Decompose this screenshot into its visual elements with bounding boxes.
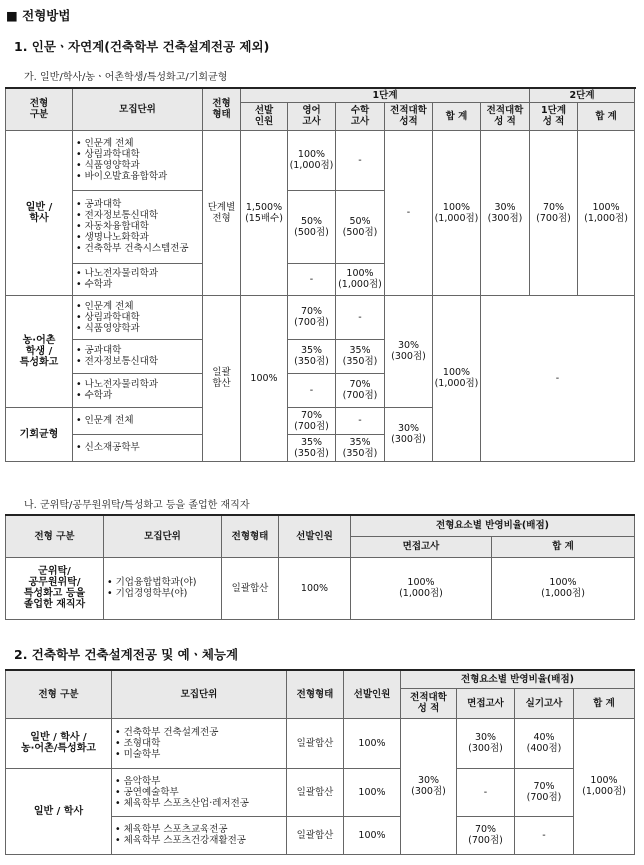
th-ratio: 전형요소별 반영비율(배점) xyxy=(351,515,635,536)
unit-list xyxy=(73,339,203,373)
sel-cell: 100% xyxy=(279,557,351,619)
eng-cell: 70% (700점) xyxy=(288,407,336,434)
interview-cell: 70% (700점) xyxy=(457,816,515,854)
th-tot: 합 계 xyxy=(433,102,481,130)
unit-list xyxy=(73,434,203,461)
math-cell: 35% (350점) xyxy=(336,434,385,461)
unit-item: • 체육학부 스포츠산업·레저전공 xyxy=(115,798,285,809)
gpa-cell: 30% (300점) xyxy=(385,295,433,407)
th-math: 수학 고사 xyxy=(336,102,385,130)
sel-cell: 100% xyxy=(344,768,401,816)
th-type: 전형 구분 xyxy=(6,515,104,557)
th-sel: 선발 인원 xyxy=(241,102,288,130)
type-general: 일반 / 학사 xyxy=(6,130,73,295)
th-ratio: 전형요소별 반영비율(배점) xyxy=(401,670,635,688)
th-stage1: 1단계 xyxy=(241,88,530,102)
practical-cell: 70% (700점) xyxy=(515,768,574,816)
section1-subtitle: 가. 일반/학사/농ㆍ어촌학생/특성화고/기회균형 xyxy=(24,72,228,83)
th-s1score: 1단계 성 적 xyxy=(530,102,578,130)
unit-list xyxy=(104,557,222,619)
type-opportunity: 기회균형 xyxy=(6,407,73,461)
unit-item: • 자동차융합대학 xyxy=(76,221,201,232)
s1score-cell: 70% (700점) xyxy=(530,130,578,295)
sel-cell: 100% xyxy=(344,718,401,768)
unit-item: • 공과대학 xyxy=(76,345,201,356)
interview-cell: - xyxy=(457,768,515,816)
unit-item: • 인문계 전체 xyxy=(76,138,201,149)
practical-cell: 40% (400점) xyxy=(515,718,574,768)
unit-item: • 식품영양학과 xyxy=(76,160,201,171)
unit-item: • 수학과 xyxy=(76,390,201,401)
th-form: 전형형태 xyxy=(222,515,279,557)
form-cell: 단계별 전형 xyxy=(203,130,241,295)
sel-cell: 100% xyxy=(344,816,401,854)
section2-subtitle: 나. 군위탁/공무원위탁/특성화고 등을 졸업한 재직자 xyxy=(24,500,250,511)
type-rural: 농·어촌 학생 / 특성화고 xyxy=(6,295,73,407)
practical-cell: - xyxy=(515,816,574,854)
unit-item: • 기업경영학부(야) xyxy=(107,588,220,599)
unit-item: • 수학과 xyxy=(76,279,201,290)
th-unit: 모집단위 xyxy=(104,515,222,557)
unit-list xyxy=(73,373,203,407)
unit-item: • 전자정보통신대학 xyxy=(76,356,201,367)
unit-item: • 체육학부 스포츠건강재활전공 xyxy=(115,835,285,846)
unit-item: • 식품영양학과 xyxy=(76,323,201,334)
unit-item: • 바이오발효융합학과 xyxy=(76,171,201,182)
form-cell: 일괄합산 xyxy=(287,768,344,816)
unit-item: • 생명나노화학과 xyxy=(76,232,201,243)
th-stage2: 2단계 xyxy=(530,88,635,102)
unit-item: • 나노전자물리학과 xyxy=(76,268,201,279)
tot2-cell: 100% (1,000점) xyxy=(578,130,635,295)
th-form: 전형형태 xyxy=(287,670,344,718)
unit-list xyxy=(73,190,203,263)
th-tot2: 합 계 xyxy=(578,102,635,130)
unit-item: • 음악학부 xyxy=(115,776,285,787)
unit-item: • 미술학부 xyxy=(115,749,285,760)
math-cell: - xyxy=(336,130,385,190)
unit-list xyxy=(73,263,203,295)
th-gpa: 전적대학 성적 xyxy=(385,102,433,130)
form-cell: 일괄합산 xyxy=(222,557,279,619)
th-eng: 영어 고사 xyxy=(288,102,336,130)
th-sel: 선발인원 xyxy=(279,515,351,557)
unit-item: • 나노전자물리학과 xyxy=(76,379,201,390)
eng-cell: 35% (350점) xyxy=(288,434,336,461)
math-cell: 50% (500점) xyxy=(336,190,385,263)
unit-item: • 전자정보통신대학 xyxy=(76,210,201,221)
form-cell: 일괄 합산 xyxy=(203,295,241,461)
math-cell: - xyxy=(336,407,385,434)
unit-item: • 공연예술학부 xyxy=(115,787,285,798)
tot-cell: 100% (1,000점) xyxy=(492,557,635,619)
type-employee: 군위탁/ 공무원위탁/ 특성화고 등을 졸업한 재직자 xyxy=(6,557,104,619)
gpa-cell: 30% (300점) xyxy=(401,718,457,854)
th-sel: 선발인원 xyxy=(344,670,401,718)
gpa-cell: 30% (300점) xyxy=(385,407,433,461)
table-admission-1 xyxy=(5,87,635,462)
section1-title: 1. 인문ㆍ자연계(건축학부 건축설계전공 제외) xyxy=(14,39,270,54)
unit-item: • 공과대학 xyxy=(76,199,201,210)
eng-cell: - xyxy=(288,373,336,407)
unit-item: • 건축학부 건축시스템전공 xyxy=(76,243,201,254)
interview-cell: 100% (1,000점) xyxy=(351,557,492,619)
unit-item: • 체육학부 스포츠교육전공 xyxy=(115,824,285,835)
unit-item: • 인문계 전체 xyxy=(76,415,201,426)
math-cell: 35% (350점) xyxy=(336,339,385,373)
th-form: 전형 형태 xyxy=(203,88,241,130)
unit-list xyxy=(73,295,203,339)
th-type: 전형 구분 xyxy=(6,670,112,718)
section-header: ■ 전형방법 xyxy=(6,8,71,23)
table-admission-3 xyxy=(5,669,635,855)
unit-item: • 조형대학 xyxy=(115,738,285,749)
form-cell: 일괄합산 xyxy=(287,718,344,768)
type-general-arts: 일반 / 학사 / 농·어촌/특성화고 xyxy=(6,718,112,768)
unit-item: • 상림과학대학 xyxy=(76,312,201,323)
unit-item: • 신소재공학부 xyxy=(76,442,201,453)
unit-item: • 기업융합법학과(야) xyxy=(107,577,220,588)
gpa2-cell: 30% (300점) xyxy=(481,130,530,295)
th-interview: 면접고사 xyxy=(351,536,492,557)
unit-list xyxy=(112,718,287,768)
sel-cell: 1,500% (15배수) xyxy=(241,130,288,295)
tot-cell: 100% (1,000점) xyxy=(574,718,635,854)
th-gpa2: 전적대학 성 적 xyxy=(481,102,530,130)
tot-cell: 100% (1,000점) xyxy=(433,295,481,461)
th-unit: 모집단위 xyxy=(112,670,287,718)
eng-cell: 50% (500점) xyxy=(288,190,336,263)
form-cell: 일괄합산 xyxy=(287,816,344,854)
eng-cell: - xyxy=(288,263,336,295)
section2-title: 2. 건축학부 건축설계전공 및 예ㆍ체능계 xyxy=(14,647,239,662)
tot-cell: 100% (1,000점) xyxy=(433,130,481,295)
table-admission-2 xyxy=(5,514,635,620)
unit-list xyxy=(112,768,287,816)
interview-cell: 30% (300점) xyxy=(457,718,515,768)
unit-list xyxy=(73,407,203,434)
th-tot: 합 계 xyxy=(492,536,635,557)
unit-list xyxy=(112,816,287,854)
unit-item: • 상림과학대학 xyxy=(76,149,201,160)
unit-item: • 건축학부 건축설계전공 xyxy=(115,727,285,738)
th-interview: 면접고사 xyxy=(457,688,515,718)
math-cell: 70% (700점) xyxy=(336,373,385,407)
sel-cell: 100% xyxy=(241,295,288,461)
stage2-cell: - xyxy=(481,295,635,461)
math-cell: - xyxy=(336,295,385,339)
eng-cell: 70% (700점) xyxy=(288,295,336,339)
eng-cell: 100% (1,000점) xyxy=(288,130,336,190)
eng-cell: 35% (350점) xyxy=(288,339,336,373)
type-general-2: 일반 / 학사 xyxy=(6,768,112,854)
th-gpa: 전적대학 성 적 xyxy=(401,688,457,718)
th-type: 전형 구분 xyxy=(6,88,73,130)
unit-list xyxy=(73,130,203,190)
unit-item: • 인문계 전체 xyxy=(76,301,201,312)
math-cell: 100% (1,000점) xyxy=(336,263,385,295)
th-unit: 모집단위 xyxy=(73,88,203,130)
th-practical: 실기고사 xyxy=(515,688,574,718)
gpa-cell: - xyxy=(385,130,433,295)
th-tot: 합 계 xyxy=(574,688,635,718)
